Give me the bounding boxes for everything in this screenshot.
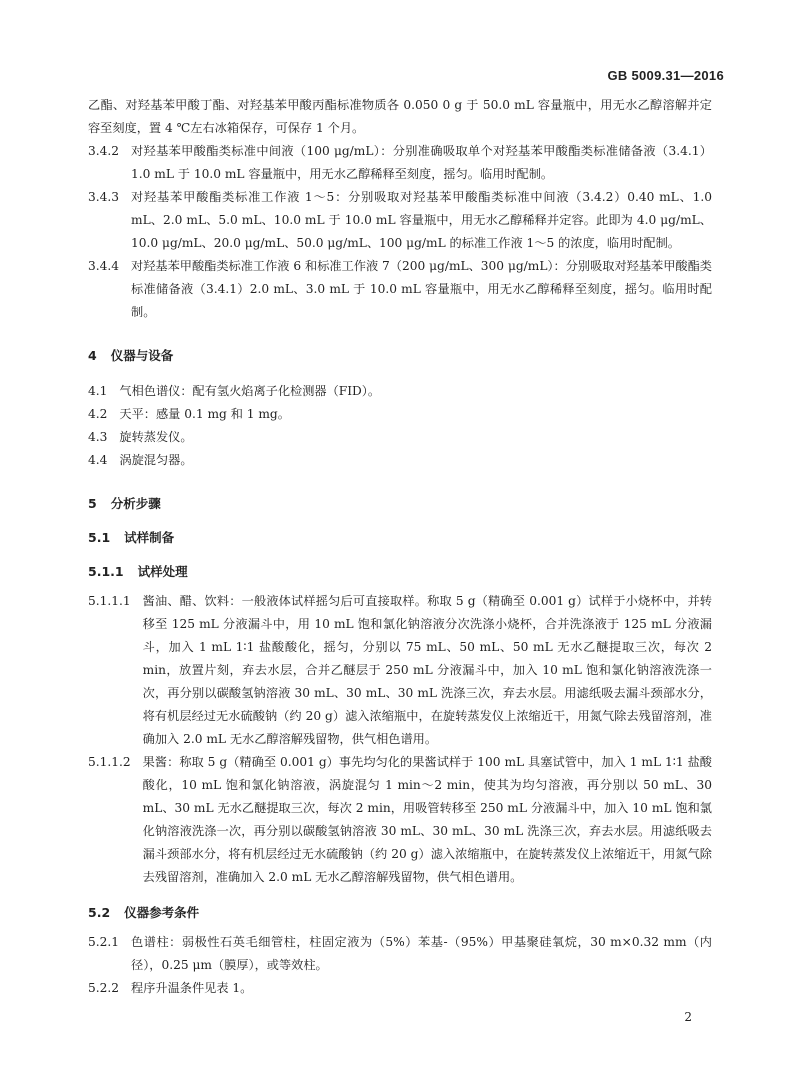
clause-5-2-1 [88, 931, 712, 977]
clause-3-4-3 [88, 186, 712, 255]
section-title: 试样处理 [137, 564, 188, 579]
continued-paragraph: 乙酯、对羟基苯甲酸丁酯、对羟基苯甲酸丙酯标准物质各 0.050 0 g 于 50.0 mL 容量瓶中，用无水乙醇溶解并定容至刻度，置 4 ℃左右冰箱保存，可保存 1 个月。 [88, 98, 712, 135]
clause-number: 4.1 [88, 384, 108, 398]
section-title: 分析步骤 [110, 496, 161, 511]
clause-number: 5.1.1.1 [88, 594, 131, 608]
clause-number: 5.2.2 [88, 981, 120, 995]
clause-4-3 [88, 426, 712, 449]
clause-number: 3.4.4 [88, 259, 120, 273]
clause-3-4-4 [88, 255, 712, 324]
clause-5-1-1-1 [88, 590, 712, 751]
clause-text: 果酱：称取 5 g（精确至 0.001 g）事先均匀化的果酱试样于 100 mL 具塞试管中，加入 1 mL 1∶1 盐酸酸化，10 mL 饱和氯化钠溶液，涡旋混匀 1 min～2 min，使其为均匀溶液，再分别以 50 mL、30 mL、30 mL 无水乙醚提取三次，每次 2 min，用吸管转移至 250 mL 分液漏斗中，加入 10 mL 饱和氯化钠溶液洗涤一次，再分别以碳酸氢钠溶液 30 mL、30 mL、30 mL 洗涤三次，弃去水层。用滤纸吸去漏斗颈部水分，将有机层经过无水硫酸钠（约 20 g）滤入浓缩瓶中，在旋转蒸发仪上浓缩近干，用氮气除去残留溶剂，准确加入 2.0 mL 无水乙醇溶解残留物，供气相色谱用。 [142, 755, 712, 884]
section-title: 仪器参考条件 [124, 905, 200, 920]
page-content [88, 94, 712, 1000]
clause-text: 程序升温条件见表 1。 [131, 981, 253, 995]
clause-text: 对羟基苯甲酸酯类标准工作液 6 和标准工作液 7（200 μg/mL、300 μg/mL）：分别吸取对羟基苯甲酸酯类标准储备液（3.4.1）2.0 mL、3.0 mL 于 10.0 mL 容量瓶中，用无水乙醇稀释至刻度，摇匀。临用时配制。 [131, 259, 712, 319]
clause-text: 气相色谱仪：配有氢火焰离子化检测器（FID）。 [119, 384, 381, 398]
clause-number: 4.3 [88, 430, 108, 444]
clause-number: 3.4.3 [88, 190, 120, 204]
clause-number: 3.4.2 [88, 144, 120, 158]
page-number: 2 [684, 1010, 692, 1024]
clause-5-1-1-2 [88, 751, 712, 889]
clause-4-1 [88, 380, 712, 403]
section-5-heading [88, 494, 712, 514]
clause-text: 旋转蒸发仪。 [119, 430, 193, 444]
clause-text: 对羟基苯甲酸酯类标准中间液（100 μg/mL）：分别准确吸取单个对羟基苯甲酸酯类标准储备液（3.4.1）1.0 mL 于 10.0 mL 容量瓶中，用无水乙醇稀释至刻度，摇匀。临用时配制。 [131, 144, 712, 181]
section-title: 试样制备 [124, 530, 175, 545]
clause-text: 天平：感量 0.1 mg 和 1 mg。 [119, 407, 290, 421]
section-4-heading [88, 346, 712, 366]
clause-number: 5.2.1 [88, 935, 120, 949]
clause-4-4 [88, 449, 712, 472]
section-number: 5.2 [88, 905, 111, 920]
section-title: 仪器与设备 [110, 348, 174, 363]
standard-number: GB 5009.31—2016 [607, 68, 724, 83]
clause-text: 酱油、醋、饮料：一般液体试样摇匀后可直接取样。称取 5 g（精确至 0.001 g）试样于小烧杯中，并转移至 125 mL 分液漏斗中，用 10 mL 饱和氯化钠溶液分次洗涤小烧杯，合并洗涤液于 125 mL 分液漏斗，加入 1 mL 1∶1 盐酸酸化，摇匀，分别以 75 mL、50 mL、50 mL 无水乙醚提取三次，每次 2 min，放置片刻，弃去水层，合并乙醚层于 250 mL 分液漏斗中，加入 10 mL 饱和氯化钠溶液洗涤一次，再分别以碳酸氢钠溶液 30 mL、30 mL、30 mL 洗涤三次，弃去水层。用滤纸吸去漏斗颈部水分，将有机层经过无水硫酸钠（约 20 g）滤入浓缩瓶中，在旋转蒸发仪上浓缩近干，用氮气除去残留溶剂，准确加入 2.0 mL 无水乙醇溶解残留物，供气相色谱用。 [142, 594, 712, 746]
clause-4-2 [88, 403, 712, 426]
section-5-2-heading [88, 903, 712, 923]
section-number: 4 [88, 348, 97, 363]
section-5-1-1-heading [88, 562, 712, 582]
section-number: 5.1.1 [88, 564, 124, 579]
section-number: 5 [88, 496, 97, 511]
clause-3-4-2 [88, 140, 712, 186]
section-5-1-heading [88, 528, 712, 548]
clause-text: 对羟基苯甲酸酯类标准工作液 1～5：分别吸取对羟基苯甲酸酯类标准中间液（3.4.2）0.40 mL、1.0 mL、2.0 mL、5.0 mL、10.0 mL 于 10.0 mL 容量瓶中，用无水乙醇稀释并定容。此即为 4.0 μg/mL、10.0 μg/mL、20.0 μg/mL、50.0 μg/mL、100 μg/mL 的标准工作液 1～5 的浓度，临用时配制。 [131, 190, 712, 250]
clause-number: 4.2 [88, 407, 108, 421]
clause-number: 4.4 [88, 453, 108, 467]
clause-text: 涡旋混匀器。 [119, 453, 193, 467]
section-number: 5.1 [88, 530, 111, 545]
clause-number: 5.1.1.2 [88, 755, 131, 769]
clause-text: 色谱柱：弱极性石英毛细管柱，柱固定液为（5%）苯基-（95%）甲基聚硅氧烷，30 m×0.32 mm（内径），0.25 μm（膜厚），或等效柱。 [131, 935, 712, 972]
clause-5-2-2 [88, 977, 712, 1000]
